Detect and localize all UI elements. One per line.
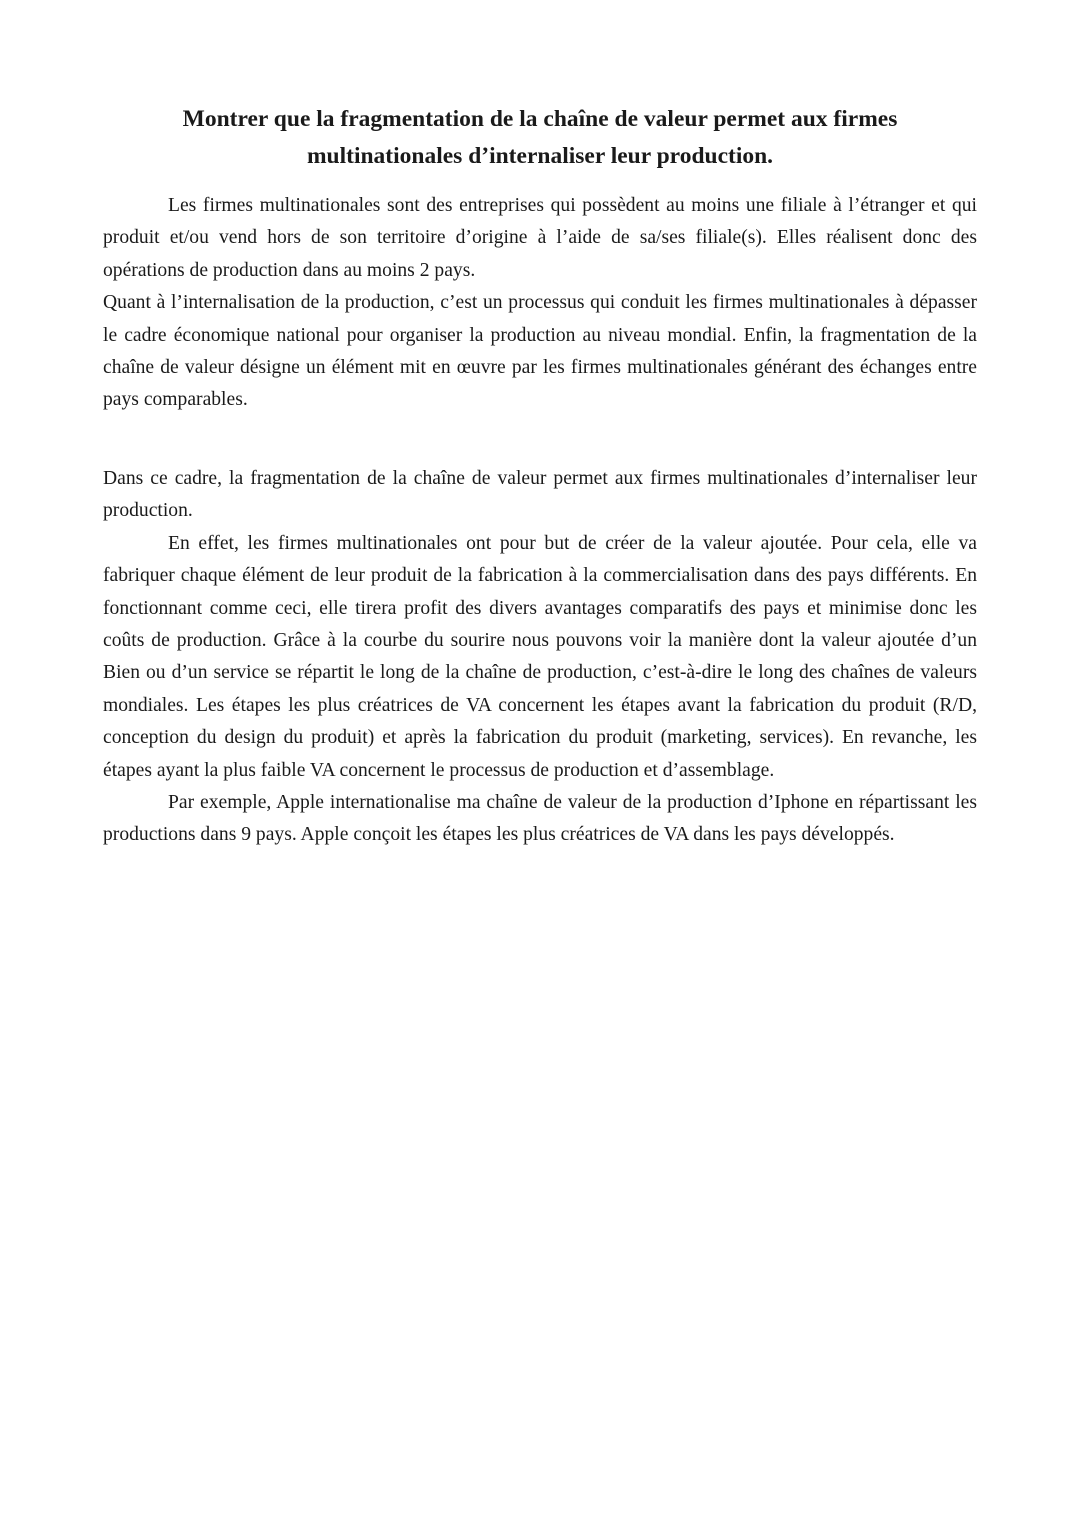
dev-paragraph-example: Par exemple, Apple internationalise ma chaîne de valeur de la production d’Iphone en répartissant les productions dans 9 pays. Apple conçoit les étapes les plus créatrices de VA dans les pays développés. <box>103 792 977 846</box>
intro-paragraph-definitions: Quant à l’internalisation de la production, c’est un processus qui conduit les firmes multinationales à dépasser le cadre économique national pour organiser la production au niveau mondial. Enfin, la fragmentation de la chaîne de valeur désigne un élément mit en œuvre par les firmes multinationales générant des échanges entre pays comparables. <box>103 292 977 411</box>
document-title: Montrer que la fragmentation de la chaîne de valeur permet aux firmes multinationales d’internaliser leur production. <box>182 106 898 169</box>
intro-paragraph-definition-fmn: Les firmes multinationales sont des entreprises qui possèdent au moins une filiale à l’étranger et qui produit et/ou vend hors de son territoire d’origine à l’aide de sa/ses filiale(s). Elles réalisent donc des opérations de production dans au moins 2 pays. <box>103 195 977 281</box>
introduction-section <box>103 190 977 417</box>
dev-paragraph-argument: En effet, les firmes multinationales ont pour but de créer de la valeur ajoutée. Pour cela, elle va fabriquer chaque élément de leur produit de la fabrication à la commercialisation dans des pays différents. En fonctionnant comme ceci, elle tirera profit des divers avantages comparatifs des pays et minimise donc les coûts de production. Grâce à la courbe du sourire nous pouvons voir la manière dont la valeur ajoutée d’un Bien ou d’un service se répartit le long de la chaîne de production, c’est-à-dire le long des chaînes de valeurs mondiales. Les étapes les plus créatrices de VA concernent les étapes avant la fabrication du produit (R/D, conception du design du produit) et après la fabrication du produit (marketing, services). En revanche, les étapes ayant la plus faible VA concernent le processus de production et d’assemblage. <box>103 532 977 781</box>
dev-paragraph-thesis: Dans ce cadre, la fragmentation de la chaîne de valeur permet aux firmes multinationales d’internaliser leur production. <box>103 468 977 522</box>
development-section <box>103 463 977 852</box>
